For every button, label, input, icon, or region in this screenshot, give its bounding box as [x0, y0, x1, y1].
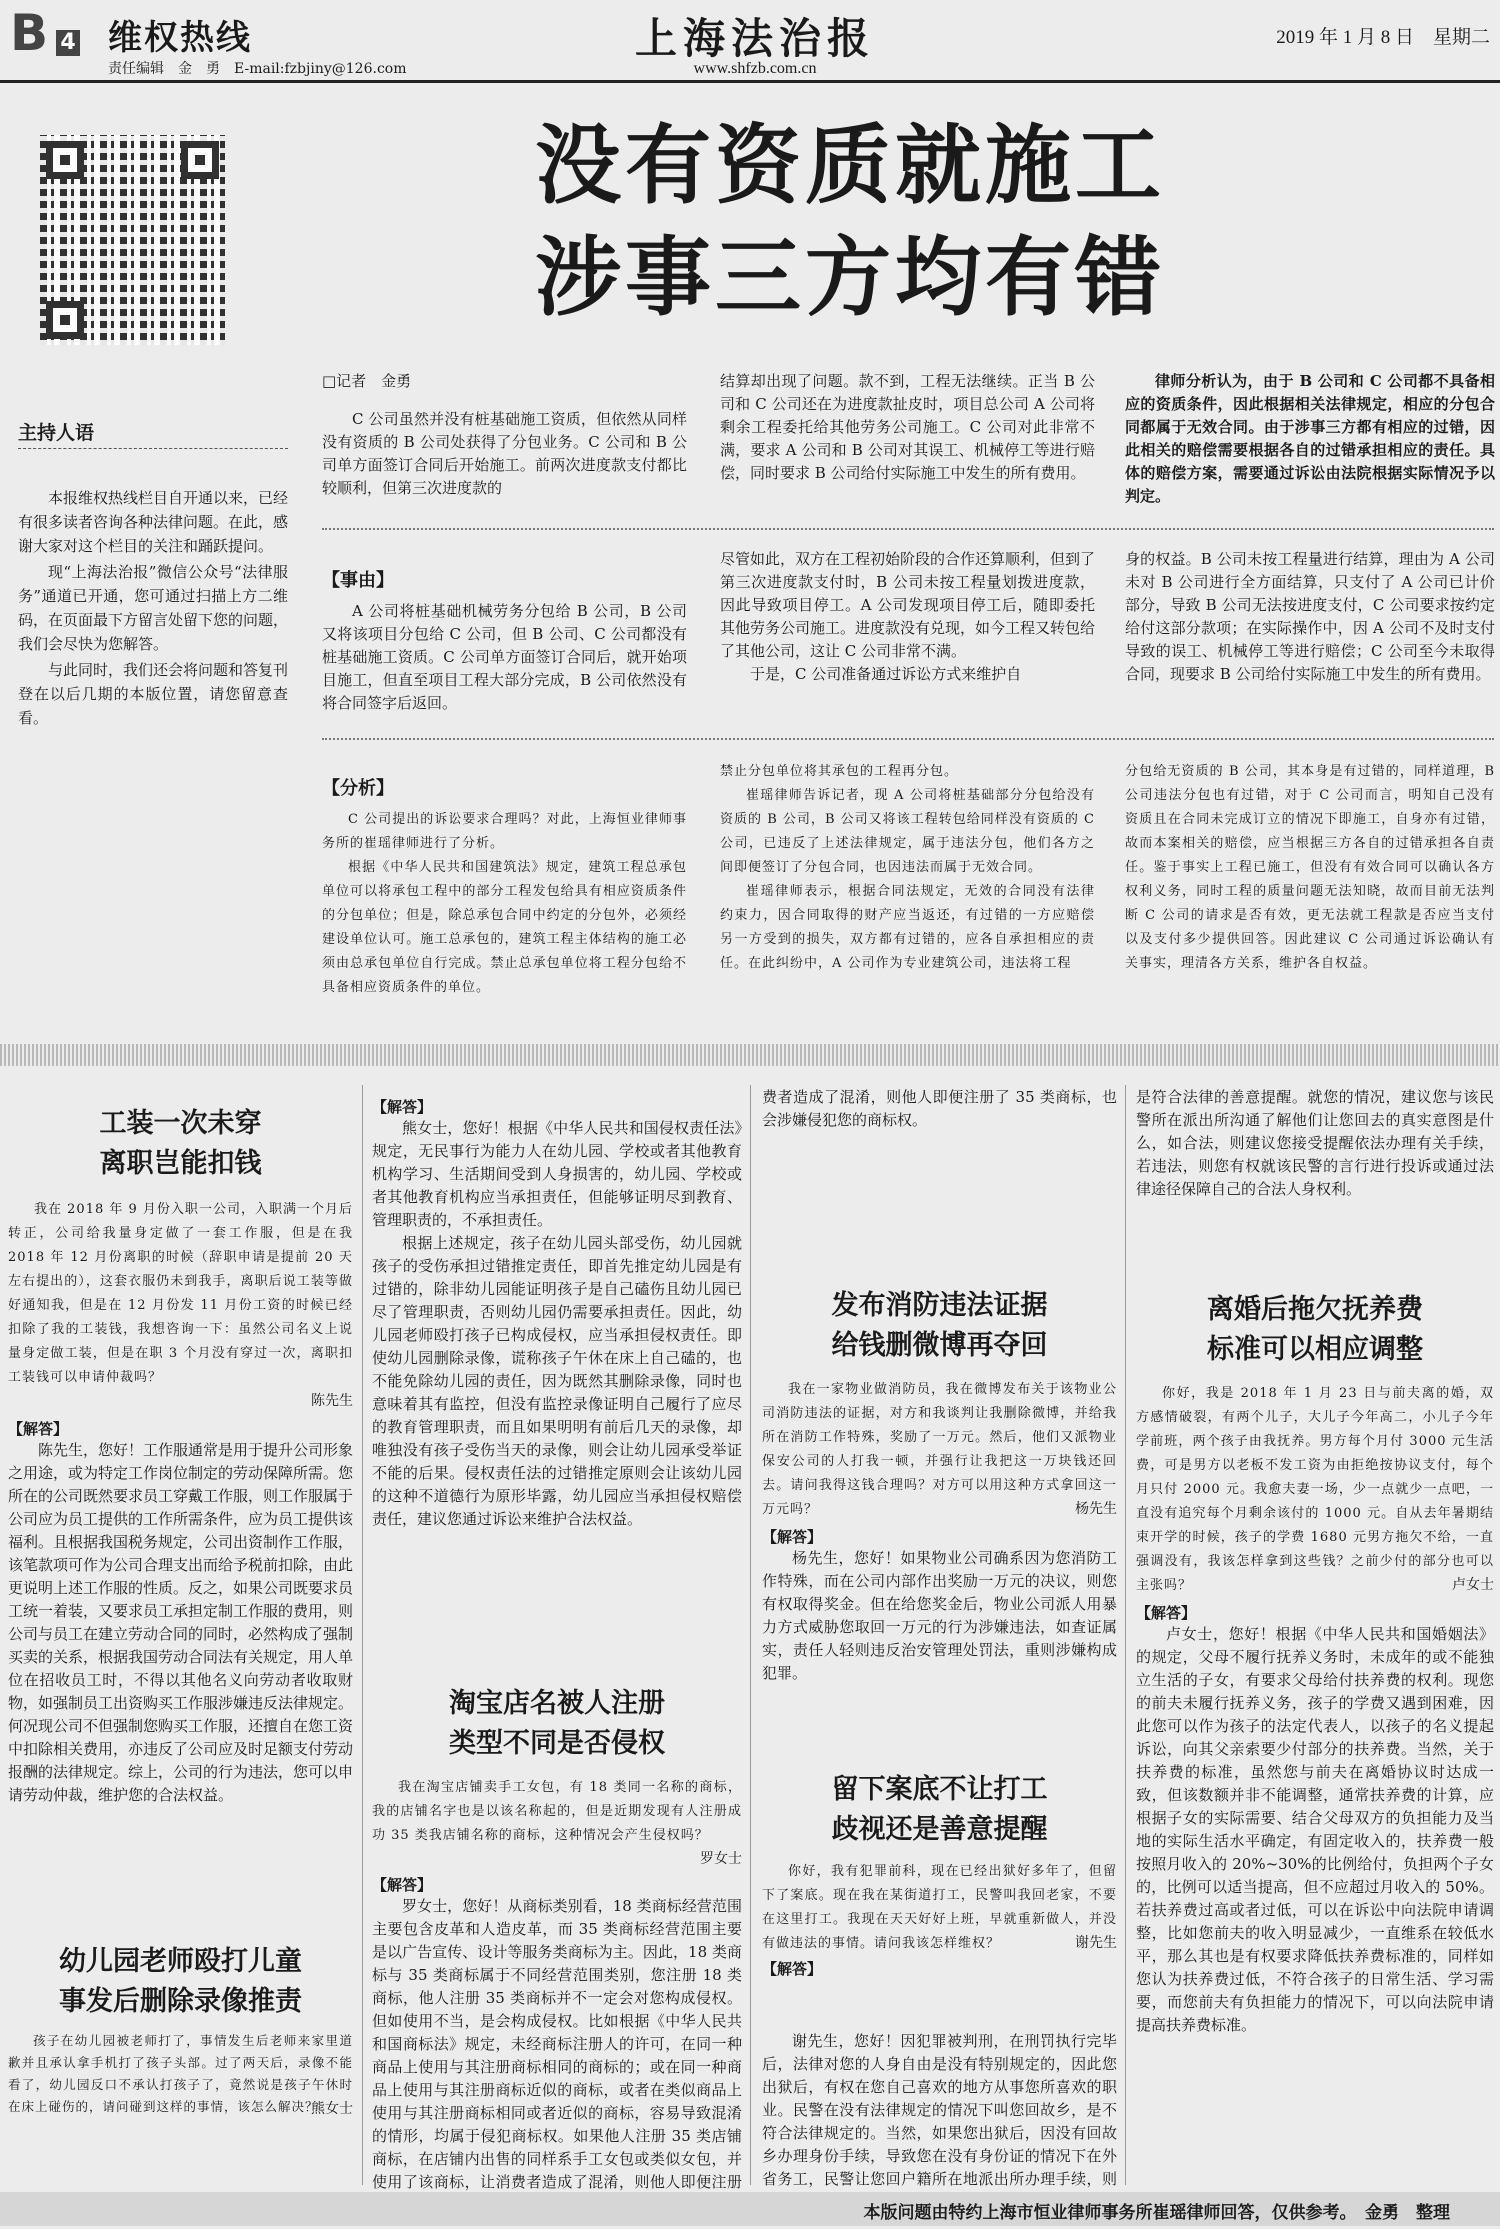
question: [372, 1776, 742, 1848]
answer-label: 【解答】: [1136, 1604, 1197, 1622]
section-title: 维权热线: [108, 18, 252, 58]
title-line: 发布消防违法证据: [831, 1290, 1048, 1321]
asker-signature: 熊女士: [311, 2101, 353, 2117]
lead-col-2: [720, 370, 1095, 485]
cause-col-3: [1125, 548, 1495, 686]
answer: [8, 1439, 353, 1807]
footer-bar: [0, 2192, 1500, 2226]
answer-text: 杨先生，您好！如果物业公司确系因为您消防工作特殊，而在公司内部作出奖励一万元的决议，则您有权取得奖金。但在给您奖金后，物业公司派人用暴力方式威胁您取回一万元的行为涉嫌违法，如查证属实，责任人轻则违反治安管理处罚法，重则涉嫌构成犯罪。: [762, 1549, 1117, 1682]
title-line: 幼儿园老师殴打儿童: [59, 1946, 302, 1977]
answer: [372, 1117, 742, 1531]
divider: [18, 448, 288, 449]
answer-label: 【解答】: [372, 1876, 433, 1894]
header-rule: [0, 80, 1500, 83]
article-taobao: [372, 1684, 742, 2217]
analysis-text: 崔瑶律师告诉记者，现 A 公司将桩基础部分分包给没有资质的 B 公司，B 公司又将该工程转包给同样没有资质的 C 公司，已违反了上述法律规定，属于违法分包，他们各方之间即便签订了分包合同，也因违法而属于无效合同。: [720, 788, 1095, 875]
answer-text: 根据上述规定，孩子在幼儿园头部受伤，幼儿园就孩子的受伤承担过错推定责任，即首先推定幼儿园是有过错的，除非幼儿园能证明孩子是自己磕伤且幼儿园已尽了管理职责，否则幼儿园仍需要承担责任。因此，幼儿园老师殴打孩子已构成侵权，应当承担侵权责任。即使幼儿园删除录像，谎称孩子午休在床上自己磕的，也不能免除幼儿园的责任，因为既然其删除录像，同时也意味着其有监控，但没有监控录像证明自己履行了应尽的教育管理职责，而且如果明明有前后几天的录像，却唯独没有孩子受伤当天的录像，则会让幼儿园承受举证不能的后果。侵权责任法的过错推定原则会让该幼儿园的这种不道德行为原形毕露，幼儿园应当承担侵权赔偿责任，建议您通过诉讼来维护合法权益。: [372, 1234, 742, 1528]
question-text: 我在 2018 年 9 月份入职一公司，入职满一个月后转正，公司给我量身定做了一套工作服，但是在我 2018 年 12 月份离职的时候（辞职申请是提前 20 天左右提出的），这套衣服仍未到我手，离职后说工装等做好通知我，但是在 12 月份发 11 月份工资的时候已经扣除了我的工装钱，我想咨询一下：虽然公司名义上说量身定做工装，但是在职 3 个月没有穿过一次，离职扣工装钱可以申请仲裁吗？: [8, 1202, 353, 1385]
column-rule: [750, 1085, 751, 2185]
host-paragraph: 现“上海法治报”微信公众号“法律服务”通道已开通，您可通过扫描上方二维码，在页面最下方留言处留下您的问题，我们会尽快为您解答。: [18, 563, 289, 653]
footer-note: 本版问题由特约上海市恒业律师事务所崔瑶律师回答，仅供参考。 金勇 整理: [863, 2203, 1450, 2223]
question: [1136, 1382, 1494, 1598]
analysis-text: 分包给无资质的 B 公司，其本身是有过错的，同样道理，B 公司违法分包也有过错，对于 C 公司而言，明知自己没有资质且在合同未完成订立的情况下即施工，自身亦有过错，故而本案相关的赔偿，应当根据三方各自的过错承担各自责任。鉴于事实上工程已施工，但没有有效合同可以确认各方权利义务，同时工程的质量问题无法知晓，故而目前无法判断 C 公司的请求是否有效，更无法就工程款是否应当支付以及支付多少提供回答。因此建议 C 公司通过诉讼确认有关事实，理清各方关系，维护各自权益。: [1125, 764, 1495, 971]
question-text: 孩子在幼儿园被老师打了，事情发生后老师来家里道歉并且承认拿手机打了孩子头部。过了两天后，录像不能看了，幼儿园反口不承认打孩子了，竟然说是孩子午休时在床上碰伤的，请问碰到这样的事情，该怎么解决？: [8, 2033, 353, 2114]
headline-line-2: 涉事三方均有错: [535, 228, 1165, 328]
title-line: 标准可以相应调整: [1207, 1334, 1423, 1365]
cause-text: 于是，C 公司准备通过诉讼方式来维护自: [750, 665, 1022, 683]
answer-label: 【解答】: [8, 1420, 69, 1438]
answer-label: 【解答】: [762, 1528, 823, 1546]
question: [8, 2030, 353, 2118]
lead-text: 律师分析认为，由于 B 公司和 C 公司都不具备相应的资质条件，因此根据相关法律规定，相应的分包合同都属于无效合同。由于涉事三方都有相应的过错，因此相关的赔偿需要根据各自的过错承担相应的责任。具体的赔偿方案，需要通过诉讼由法院根据实际情况予以判定。: [1125, 372, 1495, 505]
article-kindergarten-answer: [372, 1096, 742, 1531]
article-title: [8, 1104, 353, 1184]
host-intro: [18, 486, 288, 732]
article-child-support: [1136, 1290, 1494, 2043]
analysis-col-1: [322, 808, 687, 1000]
cause-label: 【事由】: [322, 570, 394, 591]
page-number: [10, 4, 110, 66]
question: [8, 1198, 353, 1390]
cause-text: 尽管如此，双方在工程初始阶段的合作还算顺利，但到了第三次进度款支付时，B 公司未按工程量划拨进度款，因此导致项目停工。A 公司发现项目停工后，随即委托其他劳务公司施工。进度款没有兑现，如今工程又转包给了其他公司，这让 C 公司非常不满。: [720, 550, 1096, 660]
analysis-text: C 公司提出的诉讼要求合理吗？对此，上海恒业律师事务所的崔瑶律师进行了分析。: [322, 812, 687, 851]
article-fire-evidence: [762, 1286, 1117, 1685]
article-criminal-record: [762, 1770, 1117, 1979]
asker-signature: 卢女士: [1452, 1577, 1494, 1593]
article-work-clothes: [8, 1104, 353, 1807]
cause-text: 身的权益。B 公司未按工程量进行结算，理由为 A 公司未对 B 公司进行全方面结算，只支付了 A 公司已计价部分，导致 B 公司无法按进度支付，C 公司要求按约定给付这部分款项；在实际操作中，因 A 公司不及时支付导致的误工、机械停工等进行赔偿；C 公司至今未取得合同，现要求 B 公司给付实际施工中发生的所有费用。: [1125, 550, 1495, 683]
answer-text: 是符合法律的善意提醒。就您的情况，建议您与该民警所在派出所沟通了解他们让您回去的真实意图是什么，如合法，则建议您接受提醒依法办理有关手续，若违法，则您有权就该民警的言行进行投诉或通过法律途径保障自己的合法人身权利。: [1136, 1088, 1494, 1198]
asker-signature: 罗女士: [700, 1851, 742, 1867]
divider: [322, 738, 1494, 740]
lead-text: 结算却出现了问题。款不到，工程无法继续。正当 B 公司和 C 公司还在为进度款扯皮时，项目总公司 A 公司将剩余工程委托给其他劳务公司施工。C 公司对此非常不满，要求 A 公司和 B 公司对其误工、机械停工等进行赔偿，同时要求 B 公司给付实际施工中发生的所有费用。: [720, 372, 1095, 482]
article-title: [762, 1286, 1117, 1366]
title-line: 离职岂能扣钱: [99, 1148, 262, 1179]
cause-col-2: [720, 548, 1095, 686]
host-paragraph: 与此同时，我们还会将问题和答复刊登在以后几期的本版位置，请您留意查看。: [18, 661, 289, 727]
analysis-text: 崔瑶律师表示，根据合同法规定，无效的合同没有法律约束力，因合同取得的财产应当返还，有过错的一方应赔偿另一方受到的损失，双方都有过错的，应各自承担相应的责任。在此纠纷中，A 公司作为专业建筑公司，违法将工程: [720, 884, 1095, 971]
host-paragraph: 本报维权热线栏目自开通以来，已经有很多读者咨询各种法律问题。在此，感谢大家对这个栏目的关注和踊跃提问。: [18, 489, 289, 555]
editor-line: 责任编辑 金 勇 E-mail:fzbjiny@126.com: [108, 61, 407, 77]
lead-col-1: [322, 408, 687, 500]
question-text: 我在淘宝店铺卖手工女包，有 18 类同一名称的商标，我的店铺名字也是以该名称起的，但是近期发现有人注册成功 35 类我店铺名称的商标，这种情况会产生侵权吗？: [372, 1780, 742, 1843]
answer-text: 陈先生，您好！工作服通常是用于提升公司形象之用途，或为特定工作岗位制定的劳动保障所需。您所在的公司既然要求员工穿戴工作服，则工作服属于公司应为员工提供的工作所需条件，应为员工提供该福利。且根据我国税务规定，公司出资制作工作服，该笔款项可作为公司合理支出而给予税前扣除，由此更说明上述工作服的性质。反之，如果公司既要求员工统一着装，又要求员工承担定制工作服的费用，则公司与员工在建立劳动合同的同时，必然构成了强制买卖的关系，根据我国劳动合同法有关规定，用人单位在招收员工时，不得以其他名义向劳动者收取财物，如强制员工出资购买工作服涉嫌违反法律规定。何况现公司不但强制您购买工作服，还擅自在您工资中扣除相关费用，亦违反了公司应及时足额支付劳动报酬的法律规定。综上，公司的行为违法，您可以申请劳动仲裁，维护您的合法权益。: [8, 1441, 354, 1804]
main-headline: [535, 110, 1165, 334]
analysis-text: 根据《中华人民共和国建筑法》规定，建筑工程总承包单位可以将承包工程中的部分工程发包给具有相应资质条件的分包单位；但是，除总承包合同中约定的分包外，必须经建设单位认可。施工总承包的，建筑工程主体结构的施工必须由总承包单位自行完成。禁止总承包单位将工程分包给不具备相应资质条件的单位。: [322, 860, 687, 995]
page-letter: B: [10, 4, 49, 62]
title-line: 类型不同是否侵权: [449, 1728, 665, 1759]
title-line: 歧视还是善意提醒: [831, 1814, 1048, 1845]
title-line: 离婚后拖欠抚养费: [1207, 1294, 1423, 1325]
analysis-col-3: [1125, 760, 1495, 976]
answer: [372, 1895, 742, 2217]
title-line: 淘宝店名被人注册: [449, 1688, 665, 1719]
byline: □记者 金勇: [322, 372, 412, 390]
question-text: 你好，我是 2018 年 1 月 23 日与前夫离的婚，双方感情破裂，有两个儿子，大儿子今年高二，小儿子今年学前班，两个孩子由我抚养。男方每个月付 3000 元生活费，可是男方以老板不发工资为由拒绝按协议支付，每个月只付 2000 元。我愈夫妻一场，少一点就少一点吧，一直没有追究每个月剩余该付的 1000 元。自从去年暑期结束开学的时候，孩子的学费 1680 元男方拖欠不给，一直强调没有，我该怎样拿到这些钱？之前少付的部分也可以主张吗？: [1136, 1386, 1494, 1593]
qr-code-icon[interactable]: [40, 135, 225, 345]
question-text: 你好，我有犯罪前科，现在已经出狱好多年了，但留下了案底。现在我在某街道打工，民警叫我回老家，不要在这里打工。我现在天天好好上班，早就重新做人，并没有做违法的事情。请问我该怎样维权？: [762, 1864, 1117, 1951]
analysis-col-2: [720, 760, 1095, 976]
answer-text: 罗女士，您好！从商标类别看，18 类商标经营范围主要包含皮革和人造皮革，而 35 类商标经营范围主要是以广告宣传、设计等服务类商标为主。因此，18 类商标与 35 类商标属于不同经营范围类别，您注册 18 类商标，他人注册 35 类商标并不一定会对您构成侵权。但如使用不当，是会构成侵权。比如根据《中华人民共和国商标法》规定，未经商标注册人的许可，在同一种商品上使用与其注册商标相同的商标的；或在同一种商品上使用与其注册商标近似的商标，或者在类似商品上使用与其注册商标相同或者近似的商标，容易导致混淆的情形，均属于侵犯商标权。如果他人注册 35 类店铺商标，在店铺内出售的同样系手工女包或类似女包，并使用了该商标，让消费者造成了混淆，则他人即便注册: [372, 1897, 742, 2191]
lead-text: C 公司虽然并没有桩基础施工资质，但依然从同样没有资质的 B 公司处获得了分包业务。C 公司和 B 公司单方面签订合同后开始施工。前两次进度款支付都比较顺利，但第三次进度款的: [322, 410, 687, 497]
asker-signature: 杨先生: [1075, 1501, 1117, 1517]
answer: [1136, 1623, 1494, 2043]
answer-text: 谢先生，您好！因犯罪被判刑，在刑罚执行完毕后，法律对您的人身自由是没有特别规定的，因此您出狱后，有权在您自己喜欢的地方从事您所喜欢的职业。民警在没有法律规定的情况下叫您回故乡，是不符合法律规定的。当然，如果您出狱后，因没有回故乡办理身份手续，导致您在没有身份证的情况下在外省务工，民警让您回户籍所在地派出所办理手续，则: [762, 2032, 1117, 2188]
issue-date: 2019 年 1 月 8 日 星期二: [1276, 27, 1490, 48]
analysis-text: 禁止分包单位将其承包的工程再分包。: [720, 764, 959, 779]
asker-signature: 谢先生: [1075, 1935, 1117, 1951]
cause-col-1: [322, 600, 687, 715]
asker-signature: 陈先生: [311, 1393, 353, 1409]
cause-text: A 公司将桩基础机械劳务分包给 B 公司，B 公司又将该项目分包给 C 公司，但 B 公司、C 公司都没有桩基础施工资质。C 公司单方面签订合同后，就开始项目施工，但直至项目工程大部分完成，B 公司依然没有将合同签字后返回。: [322, 602, 687, 712]
answer-criminal-part: [762, 2030, 1117, 2188]
title-line: 工装一次未穿: [99, 1108, 262, 1139]
answer-label: 【解答】: [762, 1960, 823, 1978]
title-line: 事发后删除录像推责: [59, 1986, 302, 2017]
masthead: 上海法治报: [634, 14, 875, 63]
title-line: 给钱删微博再夺回: [831, 1330, 1048, 1361]
column-rule: [362, 1085, 363, 2185]
article-title: [372, 1684, 742, 1764]
analysis-label: 【分析】: [322, 778, 394, 799]
host-heading: 主持人语: [18, 422, 95, 444]
answer-text: 费者造成了混淆，则他人即便注册了 35 类商标，也会涉嫌侵犯您的商标权。: [762, 1088, 1117, 1129]
answer-label: 【解答】: [372, 1098, 433, 1116]
headline-line-1: 没有资质就施工: [535, 116, 1165, 216]
question-text: 我在一家物业做消防员，我在微博发布关于该物业公司消防违法的证据，对方和我谈判让我删除微博，并给我所在消防工作特殊，奖励了一万元。然后，他们又派物业保安公司的人打我一顿，并强行让我把这一万块钱还回去。请问我得这钱合理吗？对方可以用这种方式拿回这一万元吗？: [762, 1382, 1117, 1517]
title-line: 留下案底不让打工: [831, 1774, 1048, 1805]
website-link[interactable]: www.shfzb.com.cn: [693, 60, 817, 77]
answer-criminal-continued: [1136, 1086, 1494, 1272]
answer-text: 卢女士，您好！根据《中华人民共和国婚姻法》的规定，父母不履行抚养义务时，未成年的或不能独立生活的子女，有要求父母给付扶养费的权利。现您的前夫未履行抚养义务，孩子的学费又遇到困难，因此您可以作为孩子的法定代表人，以孩子的名义提起诉讼，向其父亲索要少付部分的扶养费。当然，关于扶养费的标准，虽然您与前夫在离婚协议时达成一致，但该数额并非不能调整，通常扶养费的计算，应根据子女的实际需要、结合父母双方的负担能力及当地的实际生活水平确定，有固定收入的，扶养费一般按照月收入的 20%~30%的比例给付，负担两个子女的，比例可以适当提高，但不应超过月收入的 50%。若扶养费过高或者过低，可以在诉讼中向法院申请调整，比如您前夫的收入明显减少，一直维系在较低水平，那么其也是有权要求降低扶养费标准的，同样如您认为扶养费过低，不符合孩子的日常生活、学习需要，而您前夫有负担能力的情况下，可以向法院申请提高扶养费标准。: [1136, 1625, 1494, 2034]
answer-text: 熊女士，您好！根据《中华人民共和国侵权责任法》规定，无民事行为能力人在幼儿园、学校或者其他教育机构学习、生活期间受到人身损害的，幼儿园、学校或者其他教育机构应当承担责任，但能够证明尽到教育、管理职责的，不承担责任。: [372, 1119, 742, 1229]
article-title: [1136, 1290, 1494, 1370]
article-title: [8, 1942, 353, 2022]
section-band: [0, 1044, 1500, 1066]
article-title: [762, 1770, 1117, 1850]
divider: [322, 528, 1494, 530]
page-num: 4: [56, 30, 80, 56]
answer: [762, 1547, 1117, 1685]
column-rule: [1125, 1085, 1126, 2185]
lead-col-3: [1125, 370, 1495, 508]
answer-taobao-continued: [762, 1086, 1117, 1272]
article-kindergarten-question: [8, 1942, 353, 2118]
